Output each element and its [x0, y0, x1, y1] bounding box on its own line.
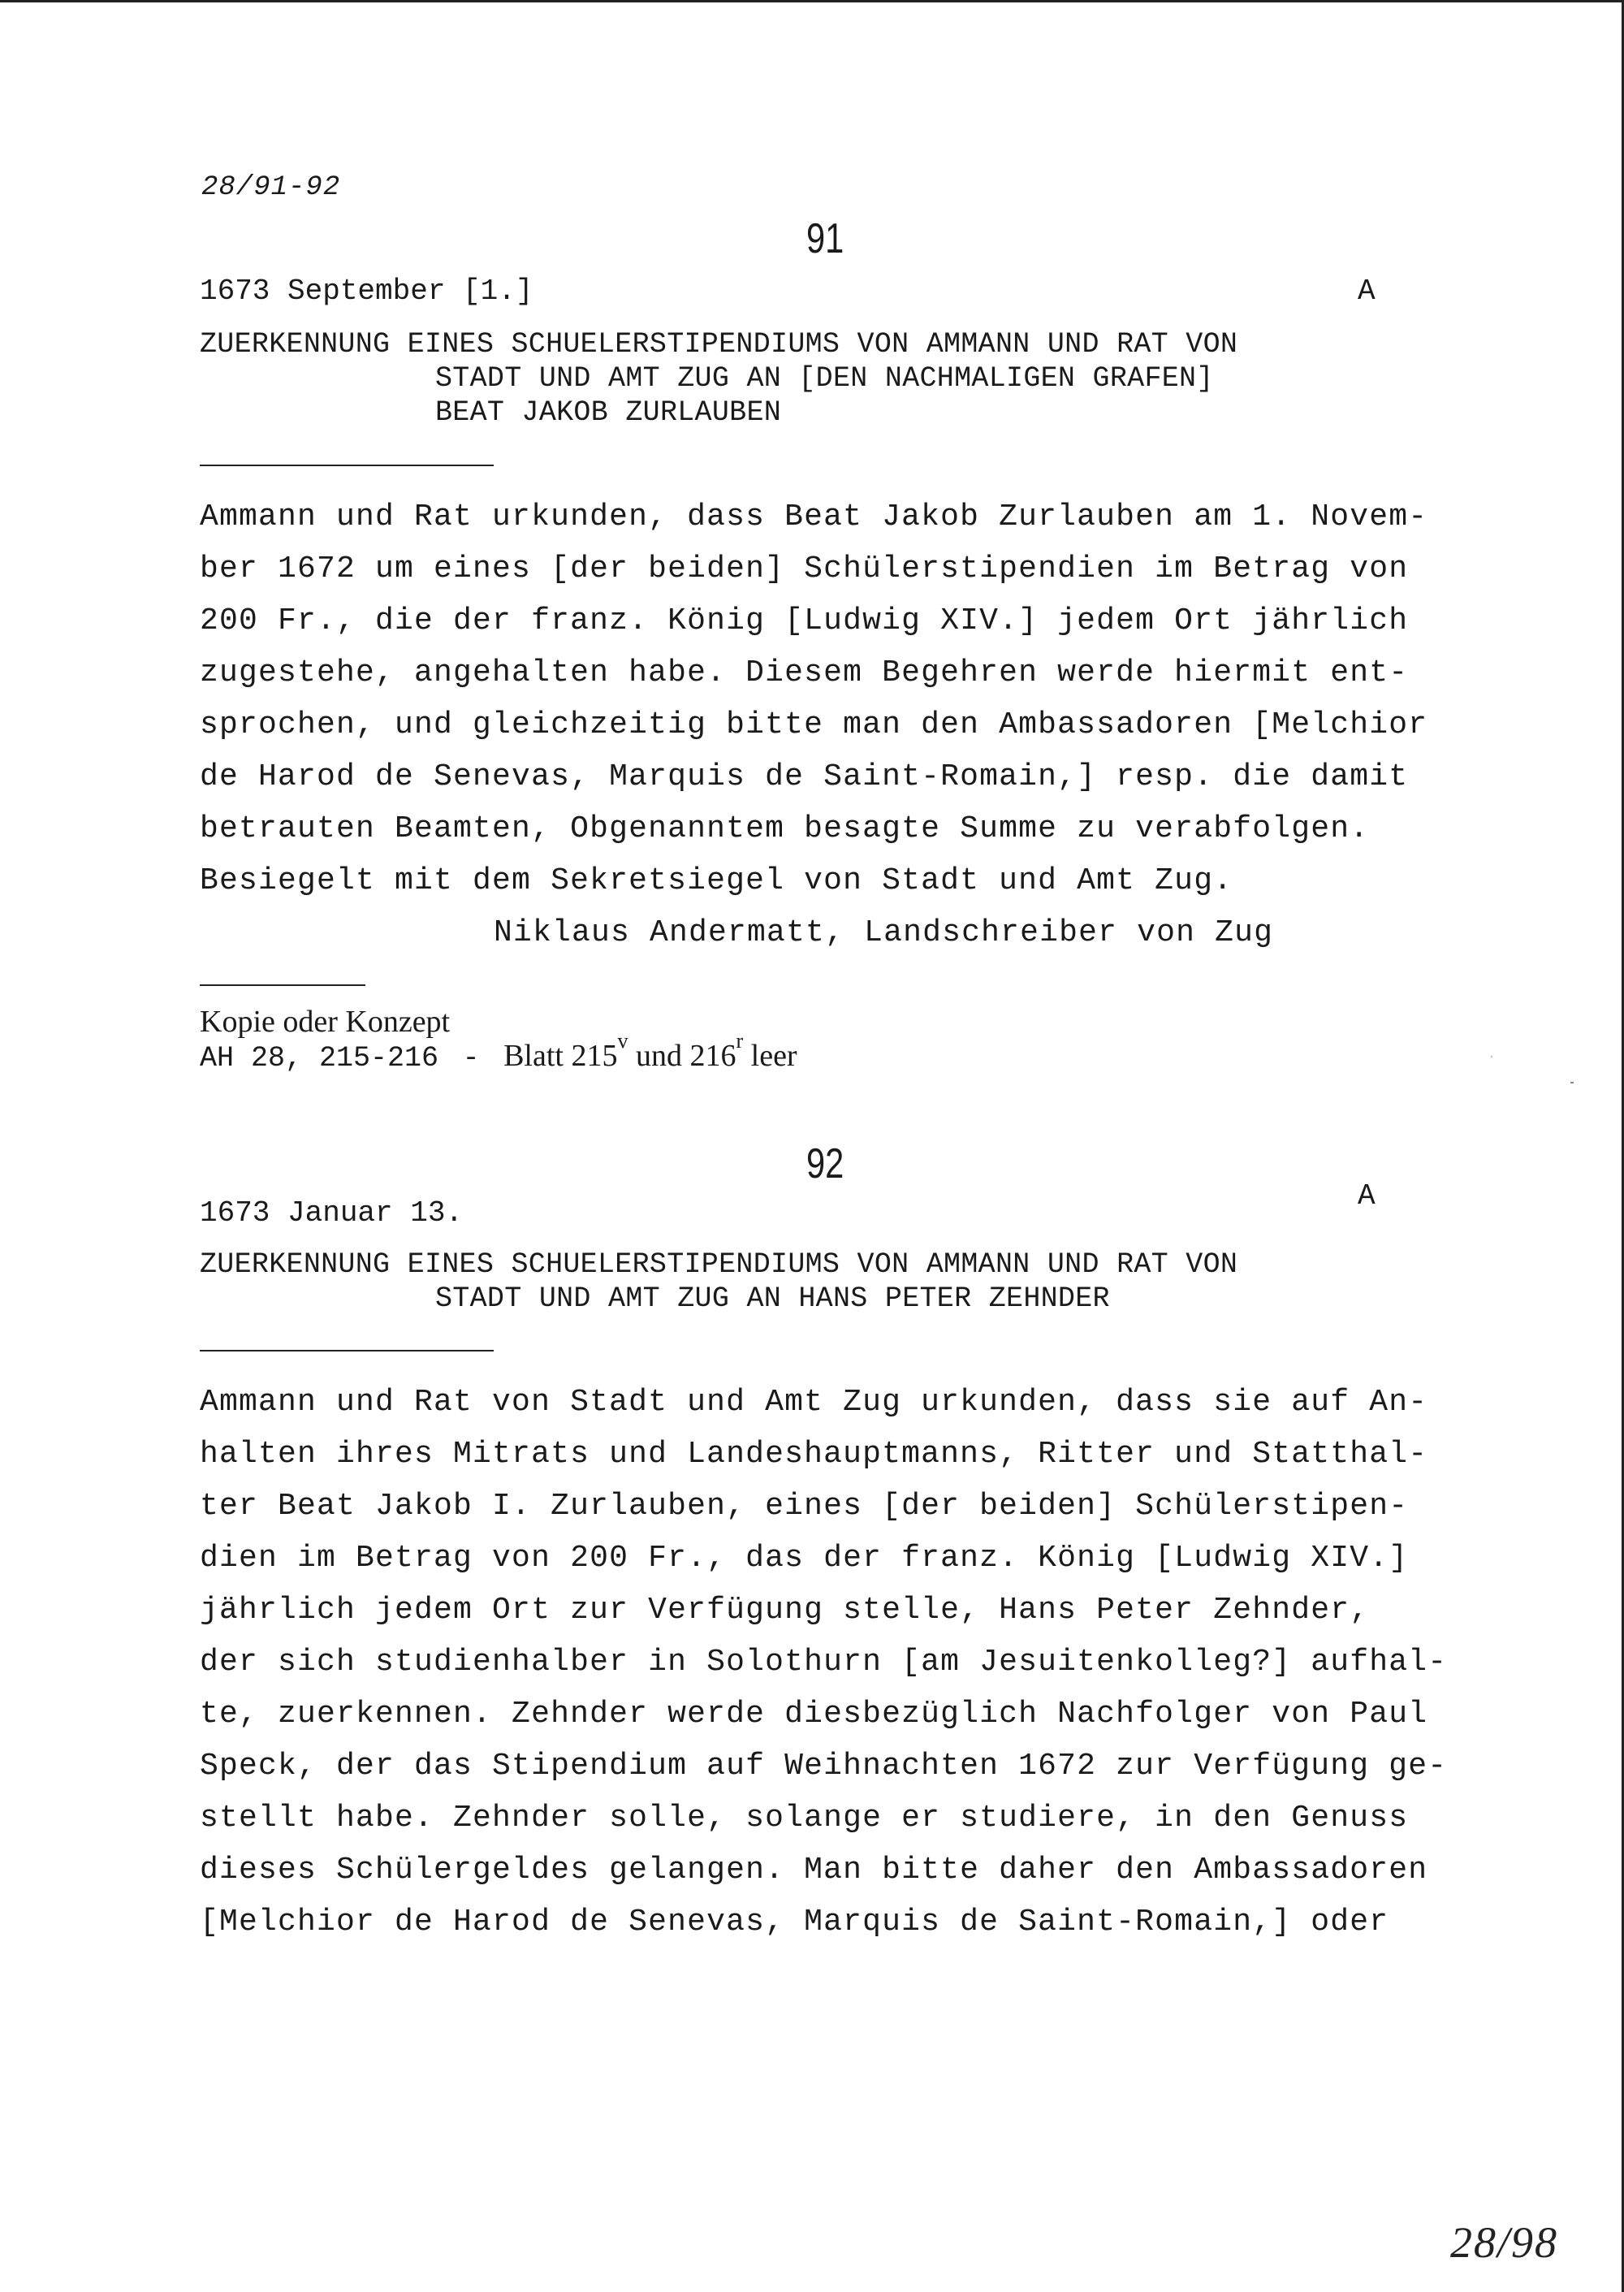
doc91-title-line-3: BEAT JAKOB ZURLAUBEN — [435, 396, 782, 429]
doc91-note-line-1: Kopie oder Konzept — [200, 1005, 451, 1039]
doc92-body-line: te, zuerkennen. Zehnder werde diesbezüglich Nachfolger von Paul — [200, 1697, 1428, 1732]
doc92-body-line: dien im Betrag von 200 Fr., das der franz. König [Ludwig XIV.] — [200, 1541, 1409, 1576]
scan-speck — [1570, 1082, 1574, 1083]
doc91-date: 1673 September [1.] — [200, 275, 533, 308]
doc91-body-line: Besiegelt mit dem Sekretsiegel von Stadt und Amt Zug. — [200, 863, 1233, 898]
doc92-body-line: jährlich jedem Ort zur Verfügung stelle, Hans Peter Zehnder, — [200, 1593, 1370, 1628]
doc92-type: A — [1358, 1179, 1376, 1213]
doc92-body-line: halten ihres Mitrats und Landeshauptmanns, Ritter und Statthal- — [200, 1437, 1428, 1472]
doc91-note-recto: r — [736, 1029, 744, 1053]
doc91-note-verso: v — [617, 1029, 628, 1053]
doc91-note-dash: - — [462, 1042, 480, 1075]
doc92-title-line-1: ZUERKENNUNG EINES SCHUELERSTIPENDIUMS VON AMMANN UND RAT VON — [200, 1248, 1238, 1281]
doc91-body-line: de Harod de Senevas, Marquis de Saint-Romain,] resp. die damit — [200, 759, 1409, 794]
doc91-body-line: zugestehe, angehalten habe. Diesem Begehren werde hiermit ent- — [200, 655, 1409, 690]
doc92-date: 1673 Januar 13. — [200, 1196, 464, 1230]
doc92-body-line: Ammann und Rat von Stadt und Amt Zug urkunden, dass sie auf An- — [200, 1385, 1428, 1420]
doc92-body-line: der sich studienhalber in Solothurn [am Jesuitenkolleg?] aufhal- — [200, 1645, 1448, 1680]
scan-speck — [1491, 1056, 1492, 1057]
doc91-body-line: sprochen, und gleichzeitig bitte man den Ambassadoren [Melchior — [200, 707, 1428, 742]
doc92-body-line: [Melchior de Harod de Senevas, Marquis de Saint-Romain,] oder — [200, 1905, 1389, 1940]
doc91-signature: Niklaus Andermatt, Landschreiber von Zug — [494, 915, 1274, 950]
doc92-body-line: Speck, der das Stipendium auf Weihnachten 1672 zur Verfügung ge- — [200, 1749, 1448, 1784]
doc91-body-line: betrauten Beamten, Obgenanntem besagte Summe zu verabfolgen. — [200, 811, 1370, 846]
doc91-note-leer: leer — [750, 1039, 797, 1073]
doc92-title-line-2: STADT UND AMT ZUG AN HANS PETER ZEHNDER — [435, 1282, 1110, 1315]
doc92-body-line: ter Beat Jakob I. Zurlauben, eines [der beiden] Schülerstipen- — [200, 1489, 1409, 1524]
doc91-note-blatt: Blatt 215 — [503, 1039, 618, 1073]
doc91-note-line-2 — [200, 1029, 797, 1075]
doc91-body-line: ber 1672 um eines [der beiden] Schülerstipendien im Betrag von — [200, 551, 1409, 586]
doc91-title-line-1: ZUERKENNUNG EINES SCHUELERSTIPENDIUMS VON AMMANN UND RAT VON — [200, 328, 1238, 361]
doc91-note-rule — [200, 984, 365, 986]
doc91-title-rule — [200, 465, 494, 466]
doc91-type: A — [1358, 275, 1376, 308]
document-number-91: 91 — [806, 215, 844, 262]
doc91-body-line: Ammann und Rat urkunden, dass Beat Jakob Zurlauben am 1. Novem- — [200, 499, 1428, 534]
doc92-body-line: stellt habe. Zehnder solle, solange er studiere, in den Genuss — [200, 1801, 1409, 1836]
doc92-title-rule — [200, 1350, 494, 1351]
doc91-note-und: und 216 — [635, 1039, 736, 1073]
doc92-body-line: dieses Schülergeldes gelangen. Man bitte daher den Ambassadoren — [200, 1853, 1428, 1888]
doc91-note-source: AH 28, 215-216 — [200, 1042, 439, 1075]
document-number-92: 92 — [806, 1140, 844, 1187]
document-reference: 28/91-92 — [201, 172, 341, 203]
doc91-body-line: 200 Fr., die der franz. König [Ludwig XIV.] jedem Ort jährlich — [200, 603, 1409, 638]
page-border-top — [0, 0, 1624, 2]
archive-page-mark: 28/98 — [1450, 2218, 1559, 2267]
doc91-title-line-2: STADT UND AMT ZUG AN [DEN NACHMALIGEN GRAFEN] — [435, 362, 1214, 395]
